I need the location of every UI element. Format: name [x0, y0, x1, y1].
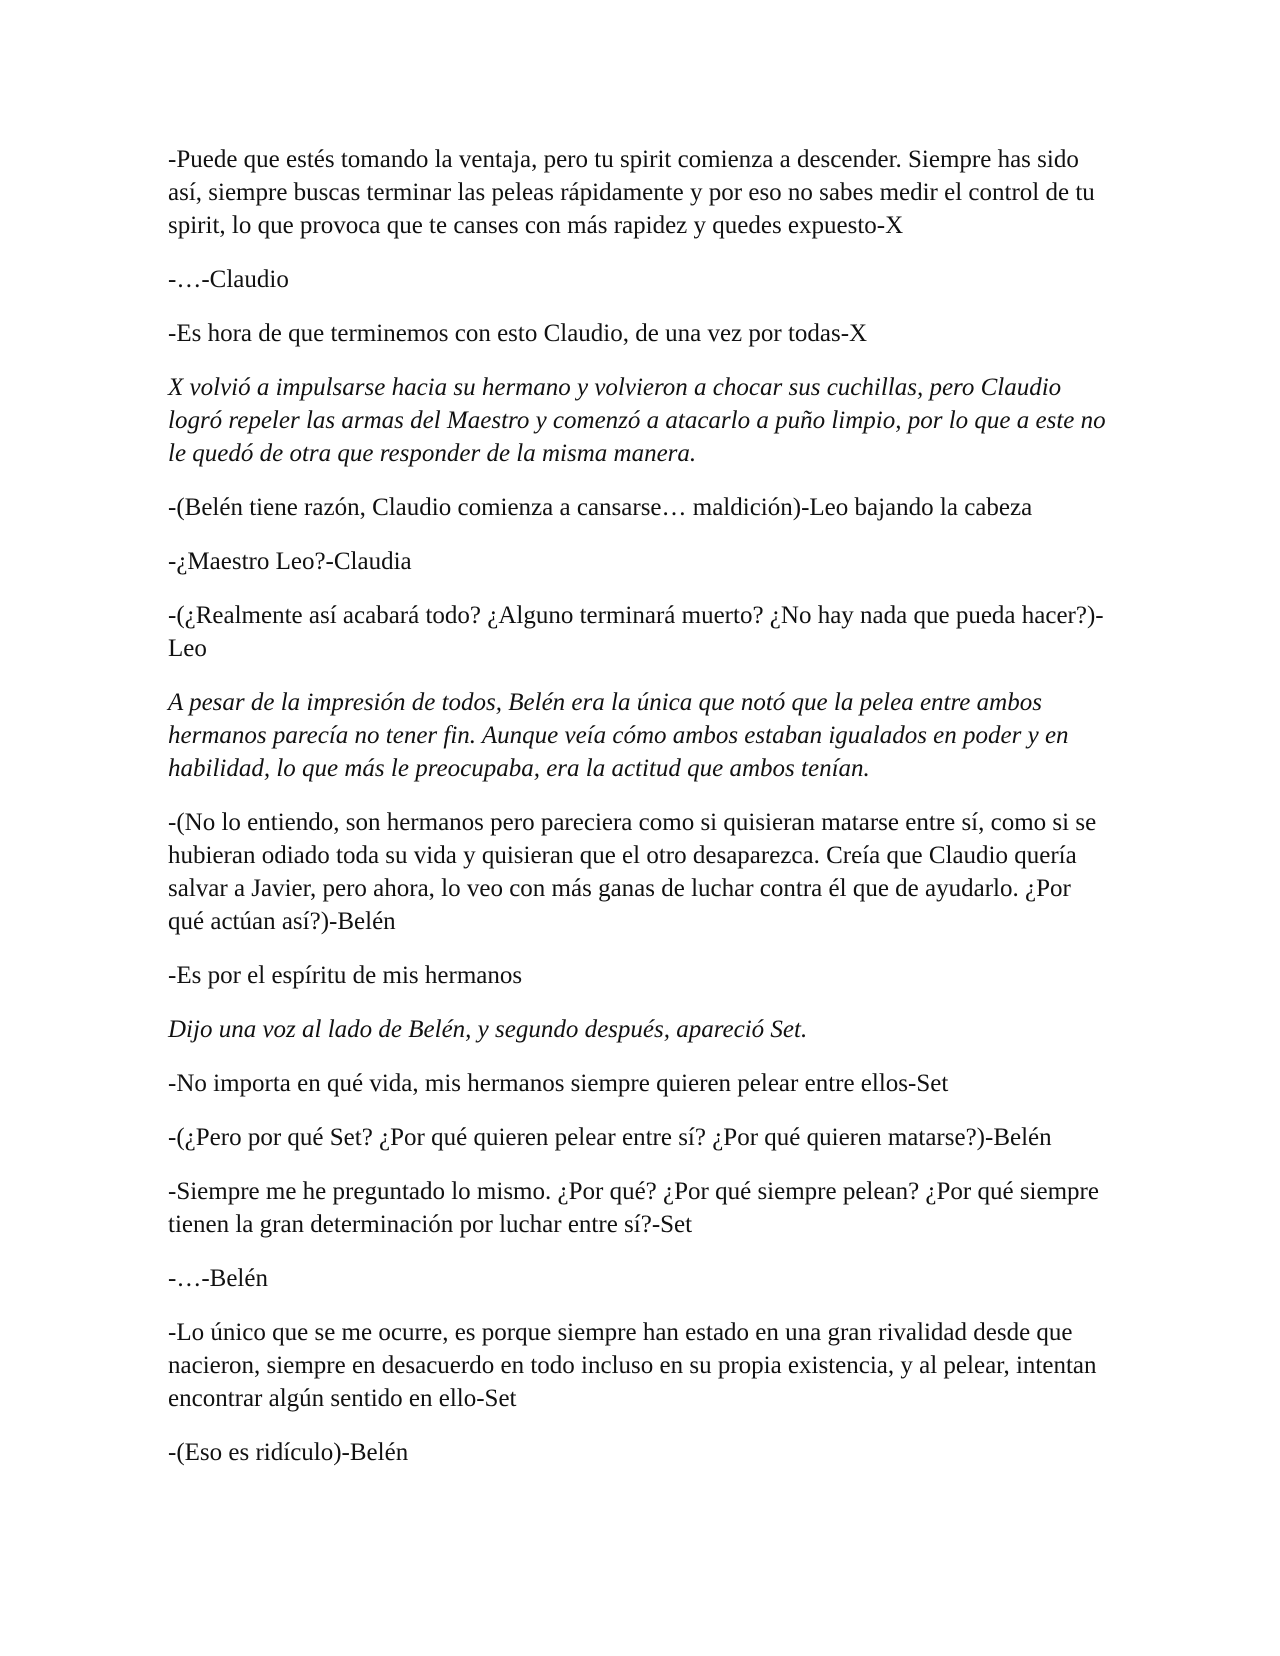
paragraph: -Lo único que se me ocurre, es porque siempre han estado en una gran rivalidad desde que nacieron, siempre en desacuerdo en todo incluso en su propia existencia, y al pelear, intentan encontrar algún sentido en ello-Set: [168, 1319, 1097, 1412]
paragraph: -No importa en qué vida, mis hermanos siempre quieren pelear entre ellos-Set: [168, 1070, 949, 1097]
paragraph: X volvió a impulsarse hacia su hermano y volvieron a chocar sus cuchillas, pero Claudio logró repeler las armas del Maestro y comenzó a atacarlo a puño limpio, por lo que a este no le quedó de otra que responder de la misma manera.: [168, 374, 1106, 467]
paragraph: -(No lo entiendo, son hermanos pero pareciera como si quisieran matarse entre sí, como si se hubieran odiado toda su vida y quisieran que el otro desaparezca. Creía que Claudio quería salvar a Javier, pero ahora, lo veo con más ganas de luchar contra él que de ayudarlo. ¿Por qué actúan así?)-Belén: [168, 809, 1097, 935]
paragraph: -(¿Pero por qué Set? ¿Por qué quieren pelear entre sí? ¿Por qué quieren matarse?)-Belén: [168, 1124, 1052, 1151]
paragraph: Dijo una voz al lado de Belén, y segundo después, apareció Set.: [168, 1016, 808, 1043]
paragraph: -¿Maestro Leo?-Claudia: [168, 548, 412, 575]
paragraph: -Es hora de que terminemos con esto Claudio, de una vez por todas-X: [168, 320, 868, 347]
paragraph: -(Belén tiene razón, Claudio comienza a cansarse… maldición)-Leo bajando la cabeza: [168, 494, 1033, 521]
paragraph: -(¿Realmente así acabará todo? ¿Alguno terminará muerto? ¿No hay nada que pueda hacer?)-Leo: [168, 602, 1104, 662]
paragraph: A pesar de la impresión de todos, Belén era la única que notó que la pelea entre ambos hermanos parecía no tener fin. Aunque veía cómo ambos estaban igualados en poder y en habilidad, lo que más le preocupaba, era la actitud que ambos tenían.: [168, 689, 1069, 782]
paragraph: -Es por el espíritu de mis hermanos: [168, 962, 523, 989]
paragraph: -Siempre me he preguntado lo mismo. ¿Por qué? ¿Por qué siempre pelean? ¿Por qué siempre tienen la gran determinación por luchar entre sí?-Set: [168, 1178, 1099, 1238]
paragraph: -…-Belén: [168, 1265, 268, 1292]
paragraph: -(Eso es ridículo)-Belén: [168, 1439, 409, 1466]
paragraph: -Puede que estés tomando la ventaja, pero tu spirit comienza a descender. Siempre has sido así, siempre buscas terminar las peleas rápidamente y por eso no sabes medir el control de tu spirit, lo que provoca que te canses con más rapidez y quedes expuesto-X: [168, 146, 1095, 239]
paragraph: -…-Claudio: [168, 266, 289, 293]
